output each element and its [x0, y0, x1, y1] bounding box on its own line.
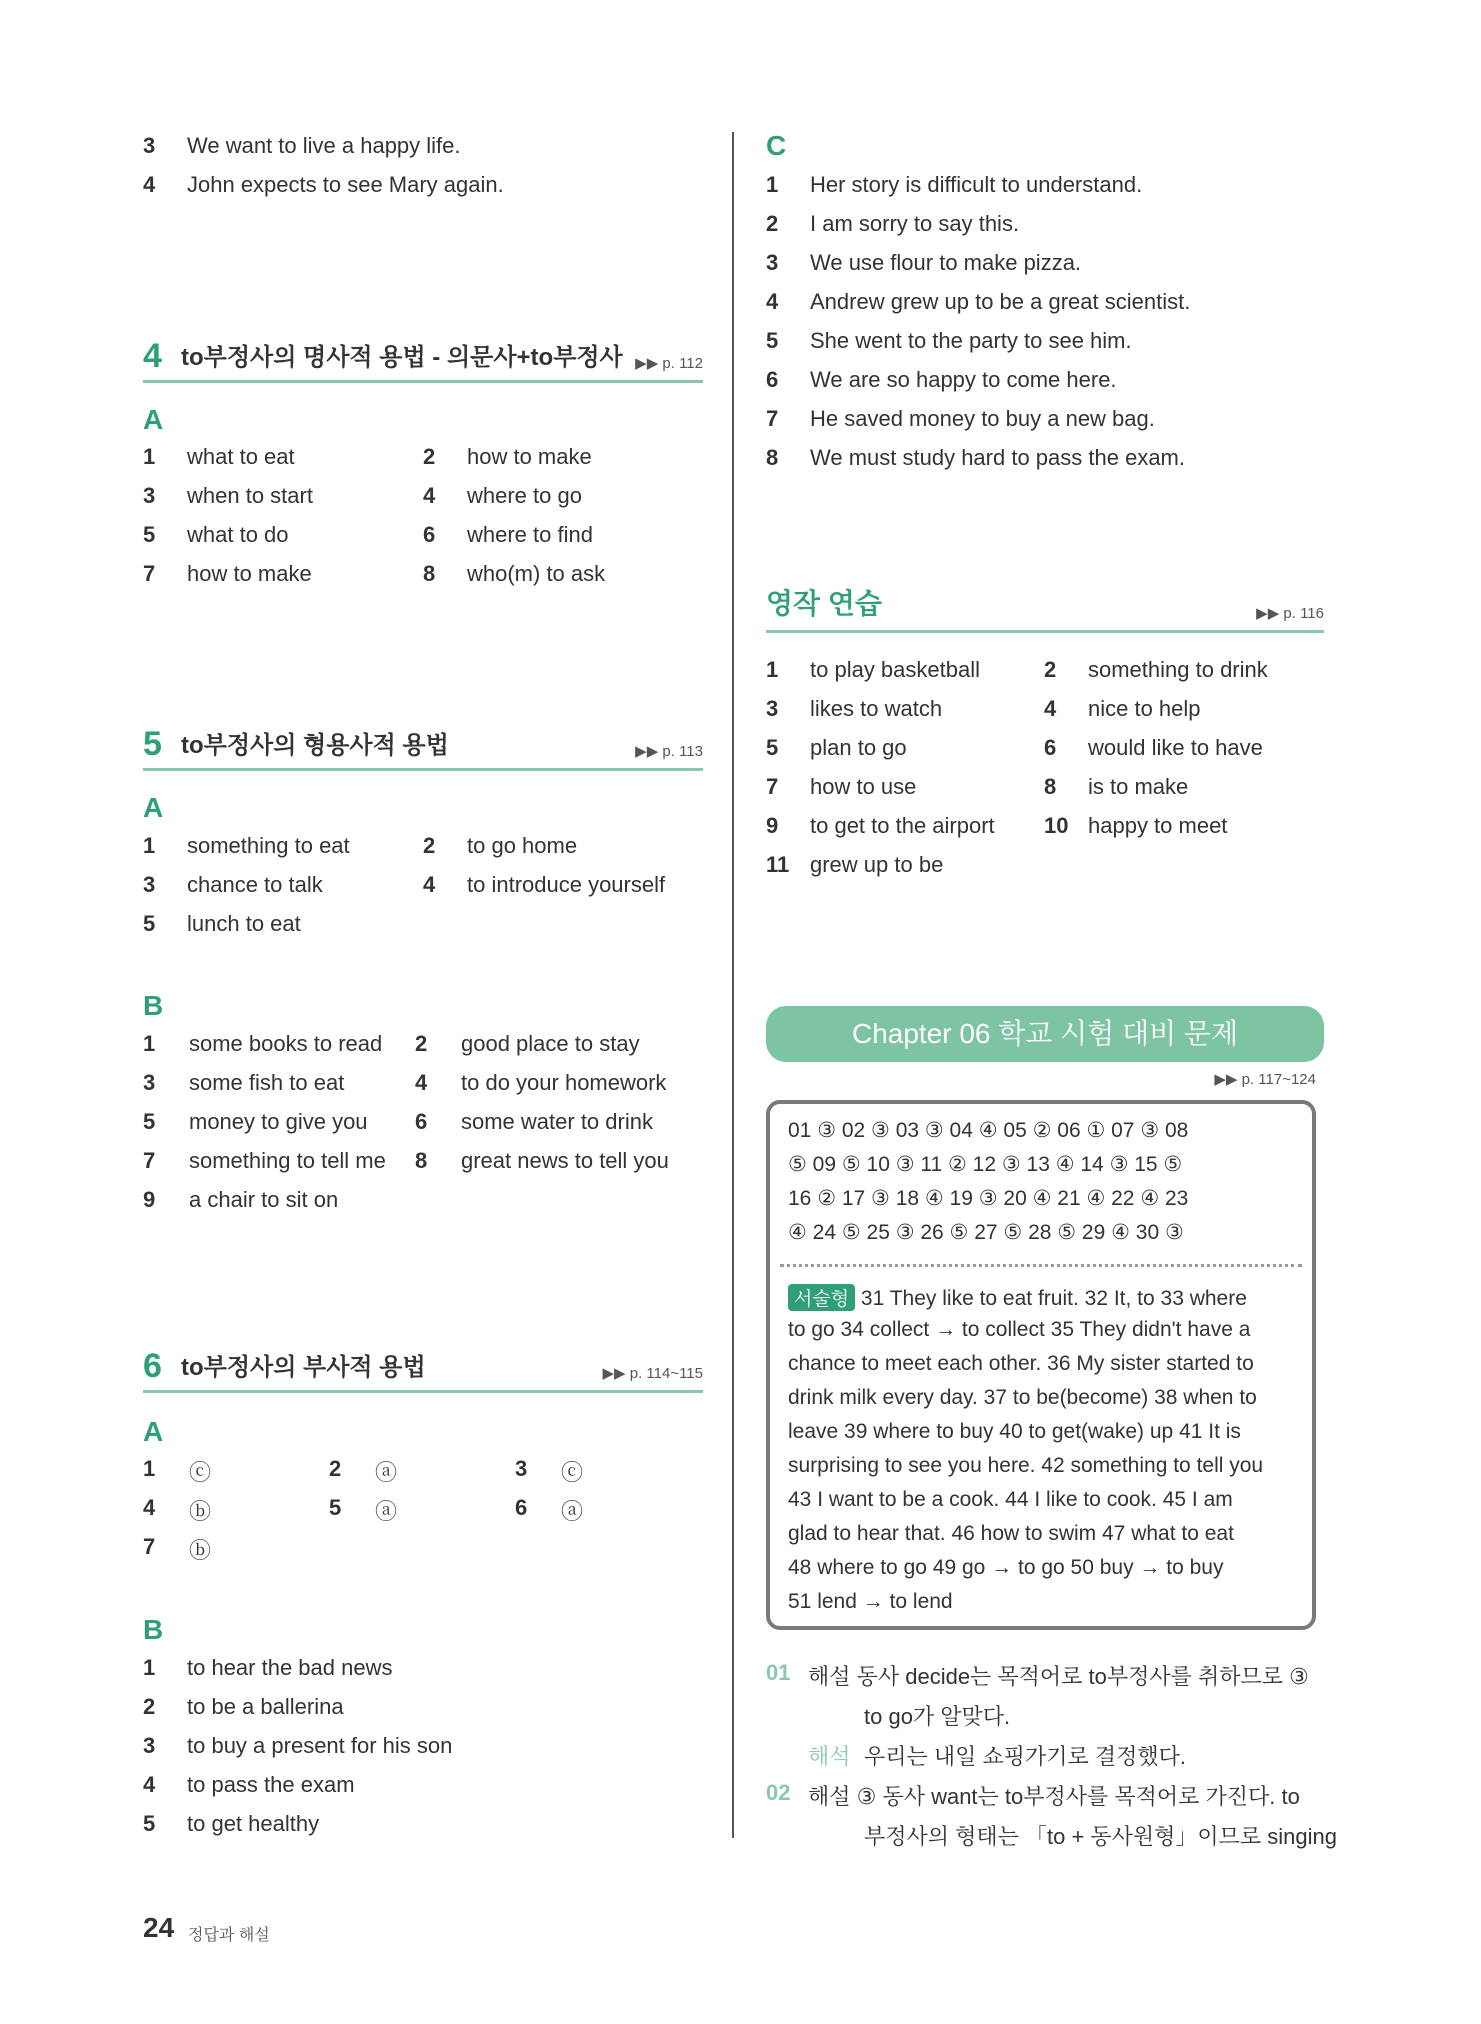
explanation-01-number: 01: [766, 1660, 791, 1685]
section-5-b-item-number: 7: [143, 1148, 156, 1173]
explanation-02-line1: 해설 ③ 동사 want는 to부정사를 목적어로 가진다. to: [808, 1784, 1300, 1809]
section-c-item-number: 1: [766, 172, 779, 197]
section-5-a-item-text: something to eat: [187, 833, 350, 858]
section-6-label-b: B: [143, 1614, 164, 1645]
section-6-a-item-text: ⓐ: [375, 1460, 398, 1485]
section-c-item-text: He saved money to buy a new bag.: [810, 406, 1155, 431]
section-4-a-item-number: 3: [143, 483, 156, 508]
writing-item-number: 1: [766, 657, 779, 682]
writing-item-number: 6: [1044, 735, 1057, 760]
essay-line: 서술형 31 They like to eat fruit. 32 It, to 33 where: [788, 1284, 1247, 1311]
section-5-b-item-text: something to tell me: [189, 1148, 386, 1173]
section-6-a-item-number: 2: [329, 1456, 342, 1481]
mc-line: ④ 24 ⑤ 25 ③ 26 ⑤ 27 ⑤ 28 ⑤ 29 ④ 30 ③: [788, 1221, 1184, 1244]
section-5-b-item-text: great news to tell you: [461, 1148, 669, 1173]
section-5-a-item-number: 4: [423, 872, 436, 897]
section-5-a-item-number: 3: [143, 872, 156, 897]
section-c-item-number: 8: [766, 445, 779, 470]
writing-item-number: 5: [766, 735, 779, 760]
column-divider: [732, 132, 734, 1838]
section-5-b-item-number: 8: [415, 1148, 428, 1173]
section-5-b-item-text: some fish to eat: [189, 1070, 345, 1095]
section-6-b-item-number: 3: [143, 1733, 156, 1758]
section-5-b-item-text: to do your homework: [461, 1070, 667, 1095]
writing-item-text: how to use: [810, 774, 917, 799]
section-4-a-item-number: 2: [423, 444, 436, 469]
section-4-a-item-number: 8: [423, 561, 436, 586]
essay-line: 48 where to go 49 go → to go 50 buy → to buy: [788, 1556, 1224, 1579]
section-6-b-item-number: 2: [143, 1694, 156, 1719]
writing-item-number: 10: [1044, 813, 1069, 838]
writing-item-number: 2: [1044, 657, 1057, 682]
explanation-02-line2: 부정사의 형태는 「to + 동사원형」이므로 singing: [864, 1824, 1338, 1849]
chapter-title: Chapter 06 학교 시험 대비 문제: [766, 1006, 1324, 1062]
section-5-b-item-text: some water to drink: [461, 1109, 653, 1134]
section-4-a-item-text: how to make: [467, 444, 592, 469]
writing-item-text: grew up to be: [810, 852, 944, 877]
section-5-label-b: B: [143, 990, 164, 1021]
section-4-a-item-text: what to eat: [187, 444, 295, 469]
section-4-a-item-number: 5: [143, 522, 156, 547]
section-6-a-item-text: ⓐ: [375, 1499, 398, 1524]
essay-tag: 서술형: [788, 1284, 855, 1311]
section-c-item-text: We must study hard to pass the exam.: [810, 445, 1185, 470]
section-5-a-item-text: chance to talk: [187, 872, 323, 897]
section-6-a-item-number: 1: [143, 1456, 156, 1481]
explanation-01-line3: 우리는 내일 쇼핑가기로 결정했다.: [864, 1744, 1186, 1769]
writing-item-text: to play basketball: [810, 657, 980, 682]
section-5-b-item-number: 6: [415, 1109, 428, 1134]
writing-item-number: 7: [766, 774, 779, 799]
section-5-b-item-text: money to give you: [189, 1109, 368, 1134]
writing-item-number: 11: [766, 852, 790, 877]
section-6-a-item-text: ⓒ: [189, 1460, 212, 1485]
section-c-label: C: [766, 130, 787, 161]
section-c-item-text: She went to the party to see him.: [810, 328, 1132, 353]
writing-item-text: something to drink: [1088, 657, 1268, 682]
mc-line: 01 ③ 02 ③ 03 ③ 04 ④ 05 ② 06 ① 07 ③ 08: [788, 1119, 1189, 1142]
section-4-a-item-number: 7: [143, 561, 156, 586]
section-5-label-a: A: [143, 792, 164, 823]
section-5-a-item-text: to introduce yourself: [467, 872, 666, 897]
essay-line: 51 lend → to lend: [788, 1590, 953, 1613]
section-4-a-item-text: who(m) to ask: [467, 561, 606, 586]
section-5-b-item-text: a chair to sit on: [189, 1187, 339, 1212]
writing-practice-header: 영작 연습 ▶▶ p. 116: [766, 580, 1324, 633]
essay-line: 43 I want to be a cook. 44 I like to cook. 45 I am: [788, 1488, 1233, 1511]
section-6-a-item-text: ⓑ: [189, 1499, 212, 1524]
writing-item-number: 3: [766, 696, 779, 721]
essay-line: chance to meet each other. 36 My sister started to: [788, 1352, 1254, 1375]
section-c-item-number: 2: [766, 211, 779, 236]
section-4-a-item-number: 4: [423, 483, 436, 508]
section-6-b-item-text: to buy a present for his son: [187, 1733, 453, 1758]
section-6-a-item-text: ⓒ: [561, 1460, 584, 1485]
section-6-a-item-number: 6: [515, 1495, 528, 1520]
section-6-label-a: A: [143, 1416, 164, 1447]
writing-item-number: 8: [1044, 774, 1057, 799]
section-c-item-number: 7: [766, 406, 779, 431]
writing-item-text: happy to meet: [1088, 813, 1228, 838]
section-4-a-item-text: how to make: [187, 561, 312, 586]
writing-item-number: 9: [766, 813, 779, 838]
section-c-item-text: Andrew grew up to be a great scientist.: [810, 289, 1191, 314]
mc-line: ⑤ 09 ⑤ 10 ③ 11 ② 12 ③ 13 ④ 14 ③ 15 ⑤: [788, 1153, 1183, 1176]
section-5-a-item-number: 5: [143, 911, 156, 936]
mc-line: 16 ② 17 ③ 18 ④ 19 ③ 20 ④ 21 ④ 22 ④ 23: [788, 1187, 1189, 1210]
section-6-b-item-number: 4: [143, 1772, 156, 1797]
writing-item-text: nice to help: [1088, 696, 1201, 721]
section-5-a-item-text: to go home: [467, 833, 578, 858]
dotted-divider: [780, 1264, 1302, 1267]
section-4-a-item-text: where to go: [467, 483, 582, 508]
page-number: 24: [143, 1912, 175, 1943]
essay-line: glad to hear that. 46 how to swim 47 what to eat: [788, 1522, 1234, 1545]
section-5-b-item-text: good place to stay: [461, 1031, 640, 1056]
section-c-item-text: I am sorry to say this.: [810, 211, 1020, 236]
section-4-a-item-text: where to find: [467, 522, 593, 547]
explanation-01-label: 해석: [808, 1744, 851, 1769]
section-4-label-a: A: [143, 404, 164, 435]
explanation-01-line1: 해설 동사 decide는 목적어로 to부정사를 취하므로 ③: [808, 1664, 1309, 1689]
section-6-a-item-number: 4: [143, 1495, 156, 1520]
section-6-b-item-text: to pass the exam: [187, 1772, 355, 1797]
section-4-header: 4 to부정사의 명사적 용법 - 의문사+to부정사 ▶▶ p. 112: [143, 330, 703, 383]
section-4-a-item-number: 6: [423, 522, 436, 547]
writing-item-number: 4: [1044, 696, 1057, 721]
explanation-01-line2: to go가 알맞다.: [864, 1704, 1011, 1729]
essay-line: surprising to see you here. 42 something to tell you: [788, 1454, 1264, 1477]
section-5-b-item-number: 2: [415, 1031, 428, 1056]
section-5-a-item-text: lunch to eat: [187, 911, 301, 936]
section-6-b-item-text: to be a ballerina: [187, 1694, 344, 1719]
section-5-b-item-number: 9: [143, 1187, 156, 1212]
section-6-a-item-number: 5: [329, 1495, 342, 1520]
explanation-02-number: 02: [766, 1780, 791, 1805]
section-4-a-item-text: when to start: [187, 483, 313, 508]
writing-item-text: likes to watch: [810, 696, 943, 721]
section-c-item-number: 5: [766, 328, 779, 353]
answer-box: [766, 1100, 1316, 1630]
section-c-item-number: 3: [766, 250, 779, 275]
section-6-b-item-text: to get healthy: [187, 1811, 320, 1836]
section-c-item-number: 4: [766, 289, 779, 314]
section-4-a-item-text: what to do: [187, 522, 289, 547]
section-5-a-item-number: 1: [143, 833, 156, 858]
writing-item-text: is to make: [1088, 774, 1189, 799]
writing-item-text: plan to go: [810, 735, 907, 760]
section-5-b-item-number: 3: [143, 1070, 156, 1095]
essay-line: drink milk every day. 37 to be(become) 38 when to: [788, 1386, 1257, 1409]
section-5-b-item-text: some books to read: [189, 1031, 383, 1056]
section-4-a-item-number: 1: [143, 444, 156, 469]
section-5-b-item-number: 1: [143, 1031, 156, 1056]
section-6-header: 6 to부정사의 부사적 용법 ▶▶ p. 114~115: [143, 1340, 703, 1393]
footer-text: 정답과 해설: [188, 1927, 270, 1944]
essay-line: to go 34 collect → to collect 35 They didn't have a: [788, 1318, 1251, 1341]
section-c-item-number: 6: [766, 367, 779, 392]
essay-line: leave 39 where to buy 40 to get(wake) up 41 It is: [788, 1420, 1241, 1443]
writing-item-text: would like to have: [1088, 735, 1263, 760]
section-5-b-item-number: 5: [143, 1109, 156, 1134]
section-6-b-item-text: to hear the bad news: [187, 1655, 393, 1680]
writing-item-text: to get to the airport: [810, 813, 995, 838]
section-c-item-text: We use flour to make pizza.: [810, 250, 1082, 275]
section-5-b-item-number: 4: [415, 1070, 428, 1095]
section-6-a-item-number: 3: [515, 1456, 528, 1481]
section-6-b-item-number: 1: [143, 1655, 156, 1680]
section-5-a-item-number: 2: [423, 833, 436, 858]
section-6-a-item-text: ⓑ: [189, 1538, 212, 1563]
section-6-a-item-number: 7: [143, 1534, 156, 1559]
section-6-a-item-text: ⓐ: [561, 1499, 584, 1524]
chapter-ref: ▶▶ p. 117~124: [1214, 1071, 1316, 1088]
section-5-header: 5 to부정사의 형용사적 용법 ▶▶ p. 113: [143, 718, 703, 771]
section-6-b-item-number: 5: [143, 1811, 156, 1836]
section-c-item-text: Her story is difficult to understand.: [810, 172, 1143, 197]
section-c-item-text: We are so happy to come here.: [810, 367, 1117, 392]
